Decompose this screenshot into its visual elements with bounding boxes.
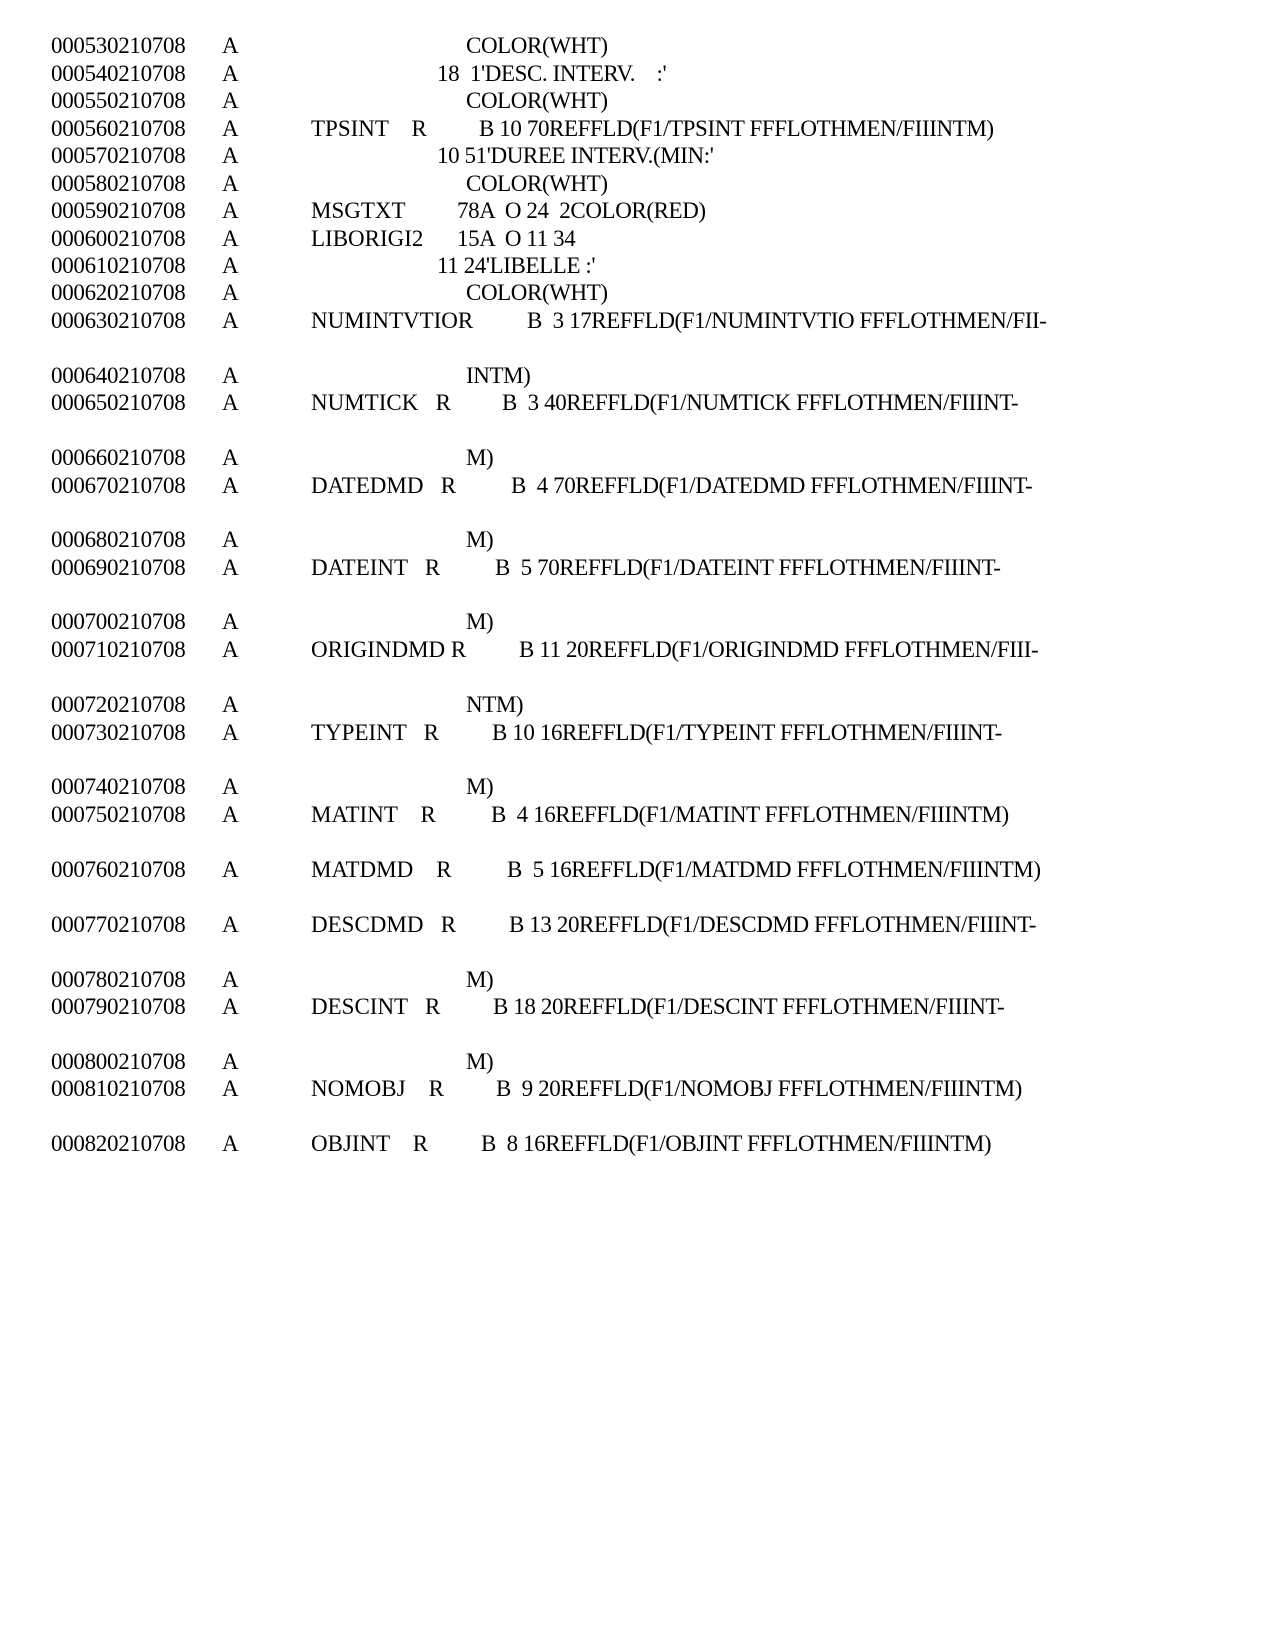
field-definition: COLOR(WHT) <box>466 33 608 58</box>
source-line <box>0 362 1275 390</box>
sequence-number: 000530210708 <box>51 33 186 58</box>
sequence-number: 000680210708 <box>51 527 186 552</box>
field-name: TYPEINT R <box>311 720 439 745</box>
source-line <box>0 197 1275 225</box>
sequence-number: 000630210708 <box>51 308 186 333</box>
field-definition: B 4 16REFFLD(F1/MATINT FFFLOTHMEN/FIIINTM) <box>491 802 1009 827</box>
spec-type: A <box>222 967 239 992</box>
field-definition: M) <box>466 527 494 552</box>
source-line <box>0 472 1275 500</box>
source-line <box>0 801 1275 829</box>
spec-type: A <box>222 308 239 333</box>
source-line <box>0 225 1275 253</box>
spec-type: A <box>222 171 239 196</box>
spec-type: A <box>222 720 239 745</box>
sequence-number: 000590210708 <box>51 198 186 223</box>
spec-type: A <box>222 774 239 799</box>
field-definition: B 13 20REFFLD(F1/DESCDMD FFFLOTHMEN/FIIINT- <box>509 912 1036 937</box>
field-definition: B 3 40REFFLD(F1/NUMTICK FFFLOTHMEN/FIIINT- <box>502 390 1019 415</box>
source-line <box>0 142 1275 170</box>
field-name: TPSINT R <box>311 116 427 141</box>
spec-type: A <box>222 1049 239 1074</box>
field-definition: B 3 17REFFLD(F1/NUMINTVTIO FFFLOTHMEN/FII- <box>527 308 1047 333</box>
sequence-number: 000620210708 <box>51 280 186 305</box>
spec-type: A <box>222 857 239 882</box>
sequence-number: 000660210708 <box>51 445 186 470</box>
sequence-number: 000580210708 <box>51 171 186 196</box>
source-line <box>0 966 1275 994</box>
source-line <box>0 60 1275 88</box>
field-definition: 15A O 11 34 <box>457 226 576 251</box>
source-line <box>0 87 1275 115</box>
field-name: MATDMD R <box>311 857 452 882</box>
spec-type: A <box>222 527 239 552</box>
spec-type: A <box>222 226 239 251</box>
sequence-number: 000750210708 <box>51 802 186 827</box>
field-definition: B 5 16REFFLD(F1/MATDMD FFFLOTHMEN/FIIINTM) <box>507 857 1041 882</box>
sequence-number: 000790210708 <box>51 994 186 1019</box>
spec-type: A <box>222 473 239 498</box>
field-definition: B 8 16REFFLD(F1/OBJINT FFFLOTHMEN/FIIINTM) <box>481 1131 992 1156</box>
sequence-number: 000700210708 <box>51 609 186 634</box>
source-line <box>0 115 1275 143</box>
sequence-number: 000550210708 <box>51 88 186 113</box>
source-line <box>0 170 1275 198</box>
field-name: MSGTXT <box>311 198 406 223</box>
sequence-number: 000690210708 <box>51 555 186 580</box>
field-definition: B 11 20REFFLD(F1/ORIGINDMD FFFLOTHMEN/FIII- <box>519 637 1039 662</box>
spec-type: A <box>222 143 239 168</box>
spec-type: A <box>222 555 239 580</box>
sequence-number: 000800210708 <box>51 1049 186 1074</box>
sequence-number: 000570210708 <box>51 143 186 168</box>
source-line <box>0 526 1275 554</box>
field-name: DATEINT R <box>311 555 441 580</box>
field-definition: COLOR(WHT) <box>466 88 608 113</box>
source-line <box>0 444 1275 472</box>
source-line <box>0 993 1275 1021</box>
spec-type: A <box>222 116 239 141</box>
sequence-number: 000560210708 <box>51 116 186 141</box>
source-line <box>0 911 1275 939</box>
field-definition: INTM) <box>466 363 531 388</box>
spec-type: A <box>222 363 239 388</box>
field-definition: B 4 70REFFLD(F1/DATEDMD FFFLOTHMEN/FIIINT- <box>511 473 1033 498</box>
sequence-number: 000760210708 <box>51 857 186 882</box>
field-definition: B 9 20REFFLD(F1/NOMOBJ FFFLOTHMEN/FIIINTM) <box>496 1076 1022 1101</box>
field-name: NUMINTVTIOR <box>311 308 474 333</box>
field-definition: 78A O 24 2COLOR(RED) <box>457 198 706 223</box>
field-definition: B 18 20REFFLD(F1/DESCINT FFFLOTHMEN/FIIINT- <box>493 994 1005 1019</box>
field-name: LIBORIGI2 <box>311 226 424 251</box>
field-definition: B 5 70REFFLD(F1/DATEINT FFFLOTHMEN/FIIINT- <box>495 555 1001 580</box>
sequence-number: 000540210708 <box>51 61 186 86</box>
spec-type: A <box>222 390 239 415</box>
sequence-number: 000670210708 <box>51 473 186 498</box>
source-line <box>0 1048 1275 1076</box>
field-name: NOMOBJ R <box>311 1076 444 1101</box>
field-definition: M) <box>466 774 494 799</box>
source-line <box>0 1075 1275 1103</box>
spec-type: A <box>222 445 239 470</box>
sequence-number: 000640210708 <box>51 363 186 388</box>
source-line <box>0 773 1275 801</box>
spec-type: A <box>222 88 239 113</box>
field-name: MATINT R <box>311 802 436 827</box>
field-definition: COLOR(WHT) <box>466 280 608 305</box>
spec-type: A <box>222 253 239 278</box>
spec-type: A <box>222 1076 239 1101</box>
source-line <box>0 608 1275 636</box>
source-line <box>0 389 1275 417</box>
source-line <box>0 691 1275 719</box>
field-definition: M) <box>466 609 494 634</box>
source-line <box>0 252 1275 280</box>
field-name: DESCDMD R <box>311 912 457 937</box>
field-definition: 18 1'DESC. INTERV. :' <box>437 61 667 86</box>
field-name: ORIGINDMD R <box>311 637 467 662</box>
spec-type: A <box>222 61 239 86</box>
sequence-number: 000610210708 <box>51 253 186 278</box>
field-definition: M) <box>466 967 494 992</box>
spec-type: A <box>222 33 239 58</box>
source-line <box>0 32 1275 60</box>
spec-type: A <box>222 994 239 1019</box>
sequence-number: 000650210708 <box>51 390 186 415</box>
field-definition: B 10 16REFFLD(F1/TYPEINT FFFLOTHMEN/FIIINT- <box>492 720 1002 745</box>
sequence-number: 000730210708 <box>51 720 186 745</box>
spec-type: A <box>222 912 239 937</box>
field-name: DESCINT R <box>311 994 441 1019</box>
source-line <box>0 279 1275 307</box>
field-name: OBJINT R <box>311 1131 429 1156</box>
sequence-number: 000600210708 <box>51 226 186 251</box>
field-definition: M) <box>466 1049 494 1074</box>
field-definition: 10 51'DUREE INTERV.(MIN:' <box>437 143 714 168</box>
spec-type: A <box>222 802 239 827</box>
spec-type: A <box>222 198 239 223</box>
spec-type: A <box>222 609 239 634</box>
field-definition: M) <box>466 445 494 470</box>
spec-type: A <box>222 280 239 305</box>
field-name: NUMTICK R <box>311 390 451 415</box>
source-line <box>0 307 1275 335</box>
spec-type: A <box>222 692 239 717</box>
sequence-number: 000770210708 <box>51 912 186 937</box>
field-definition: 11 24'LIBELLE :' <box>437 253 596 278</box>
sequence-number: 000720210708 <box>51 692 186 717</box>
source-line <box>0 636 1275 664</box>
sequence-number: 000780210708 <box>51 967 186 992</box>
spec-type: A <box>222 1131 239 1156</box>
source-line <box>0 856 1275 884</box>
field-definition: COLOR(WHT) <box>466 171 608 196</box>
source-line <box>0 1130 1275 1158</box>
source-line <box>0 554 1275 582</box>
field-definition: B 10 70REFFLD(F1/TPSINT FFFLOTHMEN/FIIINTM) <box>479 116 994 141</box>
field-name: DATEDMD R <box>311 473 457 498</box>
spec-type: A <box>222 637 239 662</box>
sequence-number: 000710210708 <box>51 637 186 662</box>
source-line <box>0 719 1275 747</box>
field-definition: NTM) <box>466 692 524 717</box>
sequence-number: 000810210708 <box>51 1076 186 1101</box>
sequence-number: 000820210708 <box>51 1131 186 1156</box>
sequence-number: 000740210708 <box>51 774 186 799</box>
